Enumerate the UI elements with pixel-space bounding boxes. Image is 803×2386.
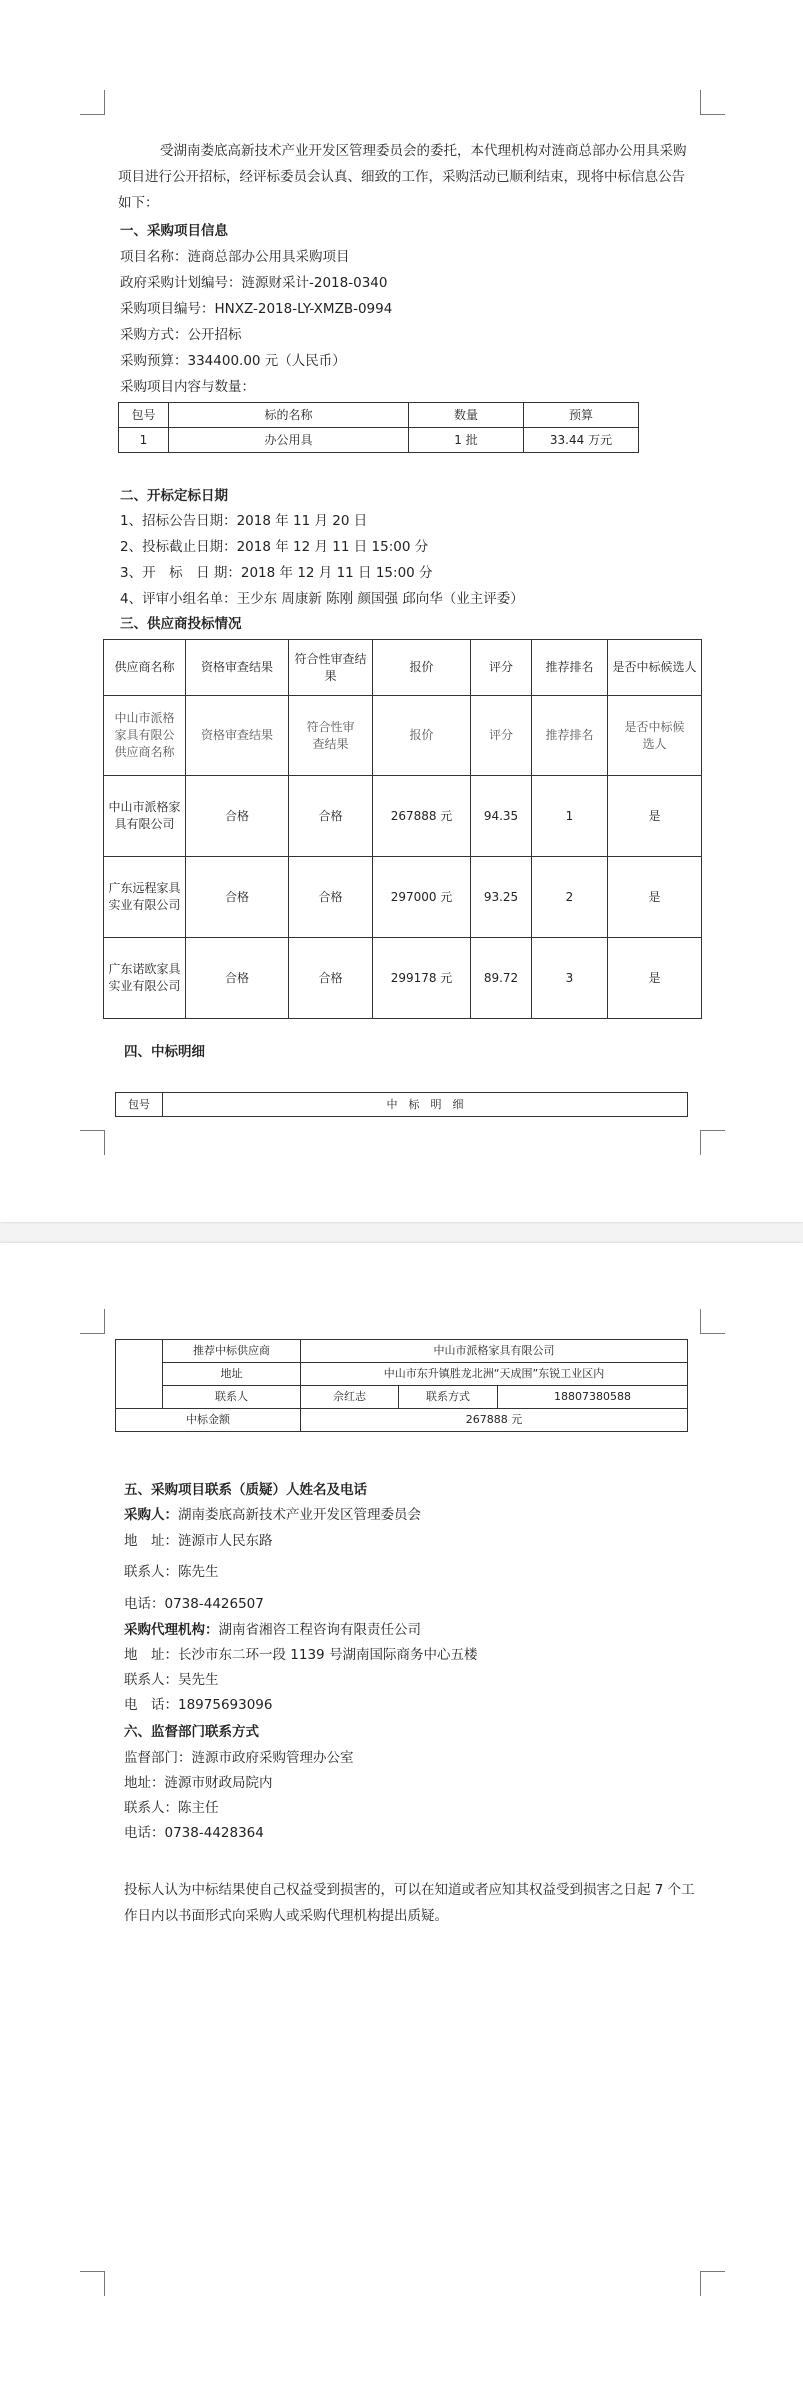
bid-cell: 合格 bbox=[186, 776, 289, 857]
bid-header: 评分 bbox=[471, 640, 532, 696]
agency-label: 采购代理机构： bbox=[124, 1622, 219, 1638]
section-4-title: 四、中标明细 bbox=[124, 1044, 205, 1060]
intro-paragraph: 受湖南娄底高新技术产业开发区管理委员会的委托，本代理机构对涟商总部办公用具采购项目进行公开招标，经评标委员会认真、细致的工作，采购活动已顺利结束，现将中标信息公告如下： bbox=[118, 143, 687, 211]
items-header-pkg: 包号 bbox=[119, 403, 169, 428]
bid-cell: 资格审查结果 bbox=[186, 696, 289, 776]
bid-header: 符合性审查结果 bbox=[289, 640, 373, 696]
complaint-notice: 投标人认为中标结果使自己权益受到损害的，可以在知道或者应知其权益受到损害之日起 7 个工作日内以书面形式向采购人或采购代理机构提出质疑。 bbox=[124, 1882, 695, 1924]
items-cell: 办公用具 bbox=[169, 428, 409, 453]
bid-cell: 中山市派格 家具有限公 供应商名称 bbox=[104, 696, 186, 776]
crop-mark bbox=[700, 1309, 725, 1334]
section-1-title: 一、采购项目信息 bbox=[120, 223, 228, 239]
bid-cell: 评分 bbox=[471, 696, 532, 776]
purchaser-address: 地 址：涟源市人民东路 bbox=[124, 1533, 273, 1549]
crop-mark bbox=[700, 1130, 725, 1155]
supervision-phone: 电话：0738-4428364 bbox=[124, 1825, 264, 1841]
agency-contact: 联系人：吴先生 bbox=[124, 1672, 219, 1688]
bid-cell: 是 bbox=[608, 857, 702, 938]
agency-value: 湖南省湘咨工程咨询有限责任公司 bbox=[218, 1622, 421, 1638]
crop-mark bbox=[80, 90, 105, 115]
bid-table bbox=[103, 639, 702, 1019]
bid-header: 报价 bbox=[373, 640, 471, 696]
award-amount-label: 中标金额 bbox=[116, 1409, 301, 1432]
crop-mark bbox=[700, 90, 725, 115]
table-row bbox=[104, 938, 702, 1019]
detail-header-title: 中 标 明 细 bbox=[163, 1093, 688, 1117]
plan-number: 政府采购计划编号：涟源财采计-2018-0340 bbox=[120, 275, 388, 291]
section-3-title: 三、供应商投标情况 bbox=[120, 616, 242, 632]
detail-header-pkg: 包号 bbox=[116, 1093, 163, 1117]
bid-cell: 3 bbox=[532, 938, 608, 1019]
section-2-title: 二、开标定标日期 bbox=[120, 488, 228, 504]
document-page-2 bbox=[0, 1243, 803, 2386]
content-title: 采购项目内容与数量： bbox=[120, 379, 255, 395]
purchaser-phone: 电话：0738-4426507 bbox=[124, 1596, 264, 1612]
supervision-contact: 联系人：陈主任 bbox=[124, 1800, 219, 1816]
procurement-method: 采购方式：公开招标 bbox=[120, 327, 242, 343]
supervision-dept: 监督部门：涟源市政府采购管理办公室 bbox=[124, 1750, 354, 1766]
bid-header: 资格审查结果 bbox=[186, 640, 289, 696]
bid-cell: 299178 元 bbox=[373, 938, 471, 1019]
detail-table-header bbox=[115, 1092, 688, 1117]
award-address-value: 中山市东升镇胜龙北洲“天成围”东锐工业区内 bbox=[301, 1363, 688, 1386]
agency bbox=[124, 1621, 421, 1639]
items-table bbox=[118, 402, 639, 453]
supervision-address: 地址：涟源市财政局院内 bbox=[124, 1775, 273, 1791]
items-header-budget: 预算 bbox=[524, 403, 639, 428]
bid-cell: 267888 元 bbox=[373, 776, 471, 857]
bid-cell: 符合性审 查结果 bbox=[289, 696, 373, 776]
crop-mark bbox=[80, 2271, 105, 2296]
section-5-title: 五、采购项目联系（质疑）人姓名及电话 bbox=[124, 1482, 367, 1498]
bid-cell: 合格 bbox=[186, 938, 289, 1019]
items-header-name: 标的名称 bbox=[169, 403, 409, 428]
purchaser-contact: 联系人：陈先生 bbox=[124, 1564, 219, 1580]
crop-mark bbox=[80, 1130, 105, 1155]
items-header-qty: 数量 bbox=[409, 403, 524, 428]
bid-cell: 94.35 bbox=[471, 776, 532, 857]
bid-cell: 合格 bbox=[289, 938, 373, 1019]
items-cell: 1 批 bbox=[409, 428, 524, 453]
award-table bbox=[115, 1339, 688, 1432]
items-cell: 33.44 万元 bbox=[524, 428, 639, 453]
bid-cell: 是 bbox=[608, 938, 702, 1019]
bid-cell: 中山市派格家具有限公司 bbox=[104, 776, 186, 857]
bid-cell: 是否中标候 选人 bbox=[608, 696, 702, 776]
bid-cell: 合格 bbox=[289, 776, 373, 857]
award-amount-value: 267888 元 bbox=[301, 1409, 688, 1432]
bid-header: 推荐排名 bbox=[532, 640, 608, 696]
award-phone-label: 联系方式 bbox=[399, 1386, 498, 1409]
award-phone-value: 18807380588 bbox=[498, 1386, 688, 1409]
purchaser bbox=[124, 1506, 421, 1524]
bid-cell: 报价 bbox=[373, 696, 471, 776]
project-name: 项目名称：涟商总部办公用具采购项目 bbox=[120, 249, 350, 265]
items-cell: 1 bbox=[119, 428, 169, 453]
bid-cell: 是 bbox=[608, 776, 702, 857]
award-address-label: 地址 bbox=[163, 1363, 301, 1386]
project-number: 采购项目编号：HNXZ-2018-LY-XMZB-0994 bbox=[120, 301, 393, 317]
bid-cell: 合格 bbox=[186, 857, 289, 938]
crop-mark bbox=[80, 1309, 105, 1334]
bid-header: 供应商名称 bbox=[104, 640, 186, 696]
bid-cell: 推荐排名 bbox=[532, 696, 608, 776]
procurement-budget: 采购预算：334400.00 元（人民币） bbox=[120, 353, 346, 369]
section-6-title: 六、监督部门联系方式 bbox=[124, 1724, 259, 1740]
bid-cell: 93.25 bbox=[471, 857, 532, 938]
award-contact-value: 佘红志 bbox=[301, 1386, 399, 1409]
date-announcement: 1、招标公告日期：2018 年 11 月 20 日 bbox=[120, 513, 368, 529]
bid-cell: 89.72 bbox=[471, 938, 532, 1019]
bid-cell: 广东诺欧家具实业有限公司 bbox=[104, 938, 186, 1019]
bid-cell: 合格 bbox=[289, 857, 373, 938]
date-opening: 3、开 标 日 期：2018 年 12 月 11 日 15:00 分 bbox=[120, 565, 433, 581]
table-row bbox=[104, 776, 702, 857]
review-committee: 4、评审小组名单：王少东 周康新 陈刚 颜国强 邱向华（业主评委） bbox=[120, 591, 524, 607]
table-row bbox=[104, 857, 702, 938]
agency-address: 地 址：长沙市东二环一段 1139 号湖南国际商务中心五楼 bbox=[124, 1647, 478, 1663]
bid-cell: 297000 元 bbox=[373, 857, 471, 938]
date-deadline: 2、投标截止日期：2018 年 12 月 11 日 15:00 分 bbox=[120, 539, 429, 555]
award-contact-label: 联系人 bbox=[163, 1386, 301, 1409]
bid-cell: 1 bbox=[532, 776, 608, 857]
award-supplier-label: 推荐中标供应商 bbox=[163, 1340, 301, 1363]
bid-header: 是否中标候选人 bbox=[608, 640, 702, 696]
award-supplier-value: 中山市派格家具有限公司 bbox=[301, 1340, 688, 1363]
table-row bbox=[104, 696, 702, 776]
agency-phone: 电 话：18975693096 bbox=[124, 1697, 273, 1713]
table-row bbox=[119, 428, 639, 453]
purchaser-label: 采购人： bbox=[124, 1507, 178, 1523]
bid-cell: 广东远程家具实业有限公司 bbox=[104, 857, 186, 938]
purchaser-value: 湖南娄底高新技术产业开发区管理委员会 bbox=[178, 1507, 421, 1523]
bid-cell: 2 bbox=[532, 857, 608, 938]
crop-mark bbox=[700, 2271, 725, 2296]
award-pkg-cell bbox=[116, 1340, 163, 1409]
